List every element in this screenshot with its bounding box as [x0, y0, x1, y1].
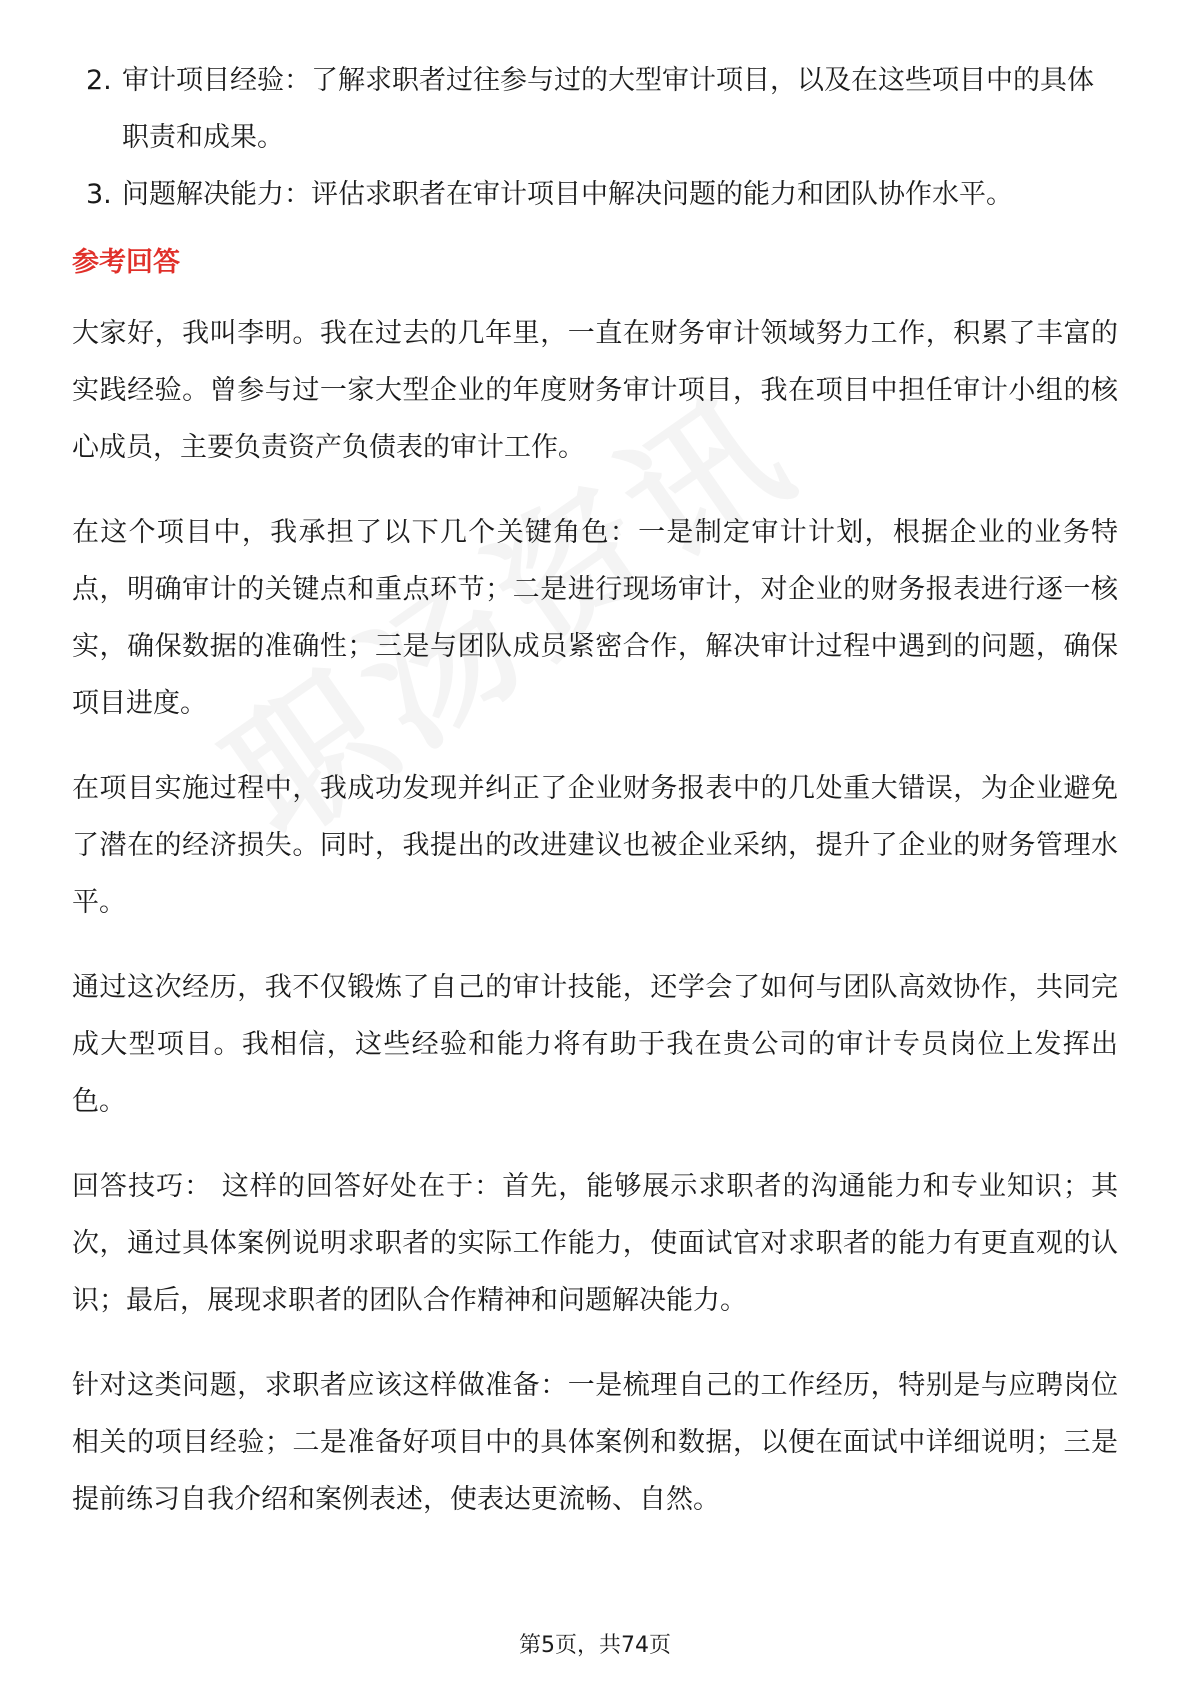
paragraph: 大家好，我叫李明。我在过去的几年里，一直在财务审计领域努力工作，积累了丰富的实践经验。曾参与过一家大型企业的年度财务审计项目，我在项目中担任审计小组的核心成员，主要负责资产负债表的审计工作。	[72, 318, 1118, 463]
paragraph: 在这个项目中，我承担了以下几个关键角色：一是制定审计计划，根据企业的业务特点，明确审计的关键点和重点环节；二是进行现场审计，对企业的财务报表进行逐一核实，确保数据的准确性；三是与团队成员紧密合作，解决审计过程中遇到的问题，确保项目进度。	[72, 517, 1118, 719]
section-heading: 参考回答	[72, 247, 180, 278]
paragraph: 通过这次经历，我不仅锻炼了自己的审计技能，还学会了如何与团队高效协作，共同完成大型项目。我相信，这些经验和能力将有助于我在贵公司的审计专员岗位上发挥出色。	[72, 972, 1118, 1117]
document-page	[72, 52, 1118, 1556]
list-item-text: 问题解决能力：评估求职者在审计项目中解决问题的能力和团队协作水平。	[122, 179, 1013, 210]
list-item-number: 3.	[86, 179, 112, 210]
paragraph: 回答技巧： 这样的回答好处在于：首先，能够展示求职者的沟通能力和专业知识；其次，通过具体案例说明求职者的实际工作能力，使面试官对求职者的能力有更直观的认识；最后，展现求职者的团队合作精神和问题解决能力。	[72, 1171, 1118, 1316]
list-item-text: 审计项目经验：了解求职者过往参与过的大型审计项目，以及在这些项目中的具体职责和成果。	[122, 65, 1094, 153]
list-item	[72, 52, 1118, 166]
paragraph: 针对这类问题，求职者应该这样做准备：一是梳理自己的工作经历，特别是与应聘岗位相关的项目经验；二是准备好项目中的具体案例和数据，以便在面试中详细说明；三是提前练习自我介绍和案例表述，使表达更流畅、自然。	[72, 1370, 1118, 1515]
paragraph: 在项目实施过程中，我成功发现并纠正了企业财务报表中的几处重大错误，为企业避免了潜在的经济损失。同时，我提出的改进建议也被企业采纳，提升了企业的财务管理水平。	[72, 773, 1118, 918]
page-footer: 第5页，共74页	[519, 1633, 671, 1658]
numbered-list	[72, 52, 1118, 223]
list-item-number: 2.	[86, 65, 112, 96]
list-item	[72, 166, 1118, 223]
